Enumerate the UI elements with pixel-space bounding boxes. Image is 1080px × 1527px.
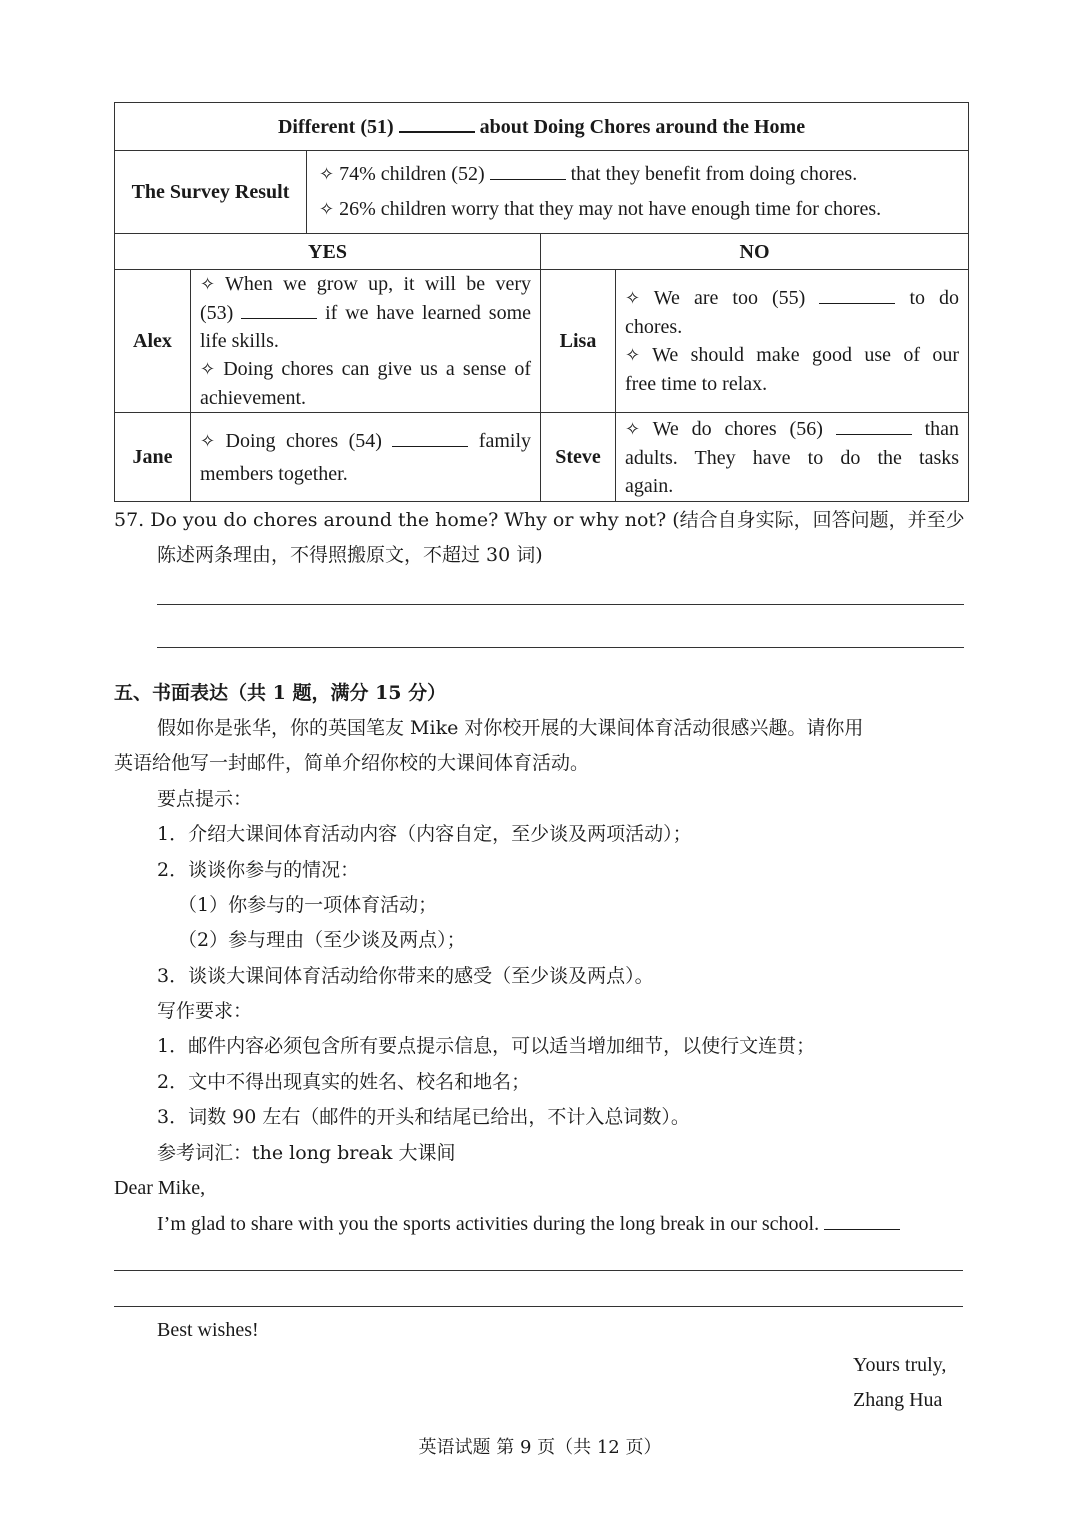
blank-51[interactable]	[399, 113, 475, 133]
jane-opinion: ✧ Doing chores (54) family members together.	[191, 413, 541, 502]
req-title: 写作要求：	[157, 1000, 253, 1022]
letter-closing: Best wishes!	[157, 1319, 259, 1341]
survey-item-2: ✧ 26% children worry that they may not have enough time for chores.	[319, 198, 882, 220]
page-footer: 英语试题 第 9 页（共 12 页）	[418, 1437, 662, 1458]
no-header: NO	[541, 234, 969, 270]
star-icon: ✧	[319, 199, 335, 220]
survey-item-1: ✧ 74% children (52) that they benefit from doing chores.	[319, 163, 858, 185]
opening-blank[interactable]	[824, 1209, 900, 1230]
table-title	[115, 103, 969, 151]
q57-line2: 陈述两条理由，不得照搬原文，不超过 30 词)	[157, 544, 543, 566]
writing-line-2[interactable]	[114, 1306, 963, 1307]
vocab-hint: 参考词汇：the long break 大课间	[157, 1142, 456, 1164]
letter-greeting: Dear Mike,	[114, 1177, 206, 1199]
req-1: 1．邮件内容必须包含所有要点提示信息，可以适当增加细节，以使行文连贯；	[157, 1035, 816, 1057]
intro-line1: 假如你是张华，你的英国笔友 Mike 对你校开展的大课间体育活动很感兴趣。请你用	[157, 717, 864, 739]
survey-table	[114, 102, 969, 502]
star-icon: ✧	[200, 274, 216, 295]
star-icon: ✧	[625, 418, 641, 440]
title-prefix: Different (51)	[277, 115, 394, 138]
writing-line-1[interactable]	[114, 1270, 963, 1271]
answer-line-1[interactable]	[157, 604, 964, 605]
lisa-opinion: ✧ We are too (55) to do chores. ✧ We should make good use of our free time to relax.	[616, 270, 969, 413]
letter-opening: I’m glad to share with you the sports activities during the long break in our school.	[157, 1209, 900, 1239]
star-icon: ✧	[200, 430, 216, 452]
star-icon: ✧	[200, 359, 216, 380]
blank-54[interactable]	[392, 428, 468, 447]
point-2-2: （2）参与理由（至少谈及两点）；	[178, 929, 466, 951]
survey-result-cell	[307, 151, 969, 234]
steve-opinion: ✧ We do chores (56) than adults. They have to do the tasks again.	[616, 413, 969, 502]
req-3: 3．词数 90 左右（邮件的开头和结尾已给出，不计入总词数）。	[157, 1106, 690, 1128]
blank-53[interactable]	[241, 300, 317, 319]
steve-name: Steve	[541, 413, 616, 502]
blank-55[interactable]	[819, 285, 895, 304]
star-icon: ✧	[319, 164, 335, 185]
blank-56[interactable]	[836, 416, 912, 435]
letter-signature: Zhang Hua	[853, 1389, 943, 1411]
point-2-1: （1）你参与的一项体育活动；	[178, 894, 438, 916]
alex-opinion: ✧ When we grow up, it will be very (53) if we have learned some life skills. ✧ Doing chores can give us a sense of achievement.	[191, 270, 541, 413]
alex-name: Alex	[115, 270, 191, 413]
star-icon: ✧	[625, 345, 641, 366]
answer-line-2[interactable]	[157, 647, 964, 648]
points-title: 要点提示：	[157, 788, 253, 810]
point-1: 1．介绍大课间体育活动内容（内容自定，至少谈及两项活动）；	[157, 823, 692, 845]
blank-52[interactable]	[490, 161, 566, 180]
section5-heading: 五、书面表达（共 1 题，满分 15 分）	[114, 682, 447, 704]
yes-header: YES	[115, 234, 541, 270]
title-suffix: about Doing Chores around the Home	[479, 115, 806, 138]
q57-line1: 57. Do you do chores around the home? Why or why not? (结合自身实际，回答问题，并至少	[114, 509, 965, 531]
point-3: 3．谈谈大课间体育活动给你带来的感受（至少谈及两点）。	[157, 965, 654, 987]
req-2: 2．文中不得出现真实的姓名、校名和地名；	[157, 1071, 531, 1093]
intro-line2: 英语给他写一封邮件，简单介绍你校的大课间体育活动。	[114, 752, 590, 774]
survey-label: The Survey Result	[115, 151, 307, 234]
point-2: 2．谈谈你参与的情况：	[157, 859, 360, 881]
letter-sign-off: Yours truly,	[853, 1354, 947, 1376]
star-icon: ✧	[625, 288, 641, 309]
jane-name: Jane	[115, 413, 191, 502]
lisa-name: Lisa	[541, 270, 616, 413]
